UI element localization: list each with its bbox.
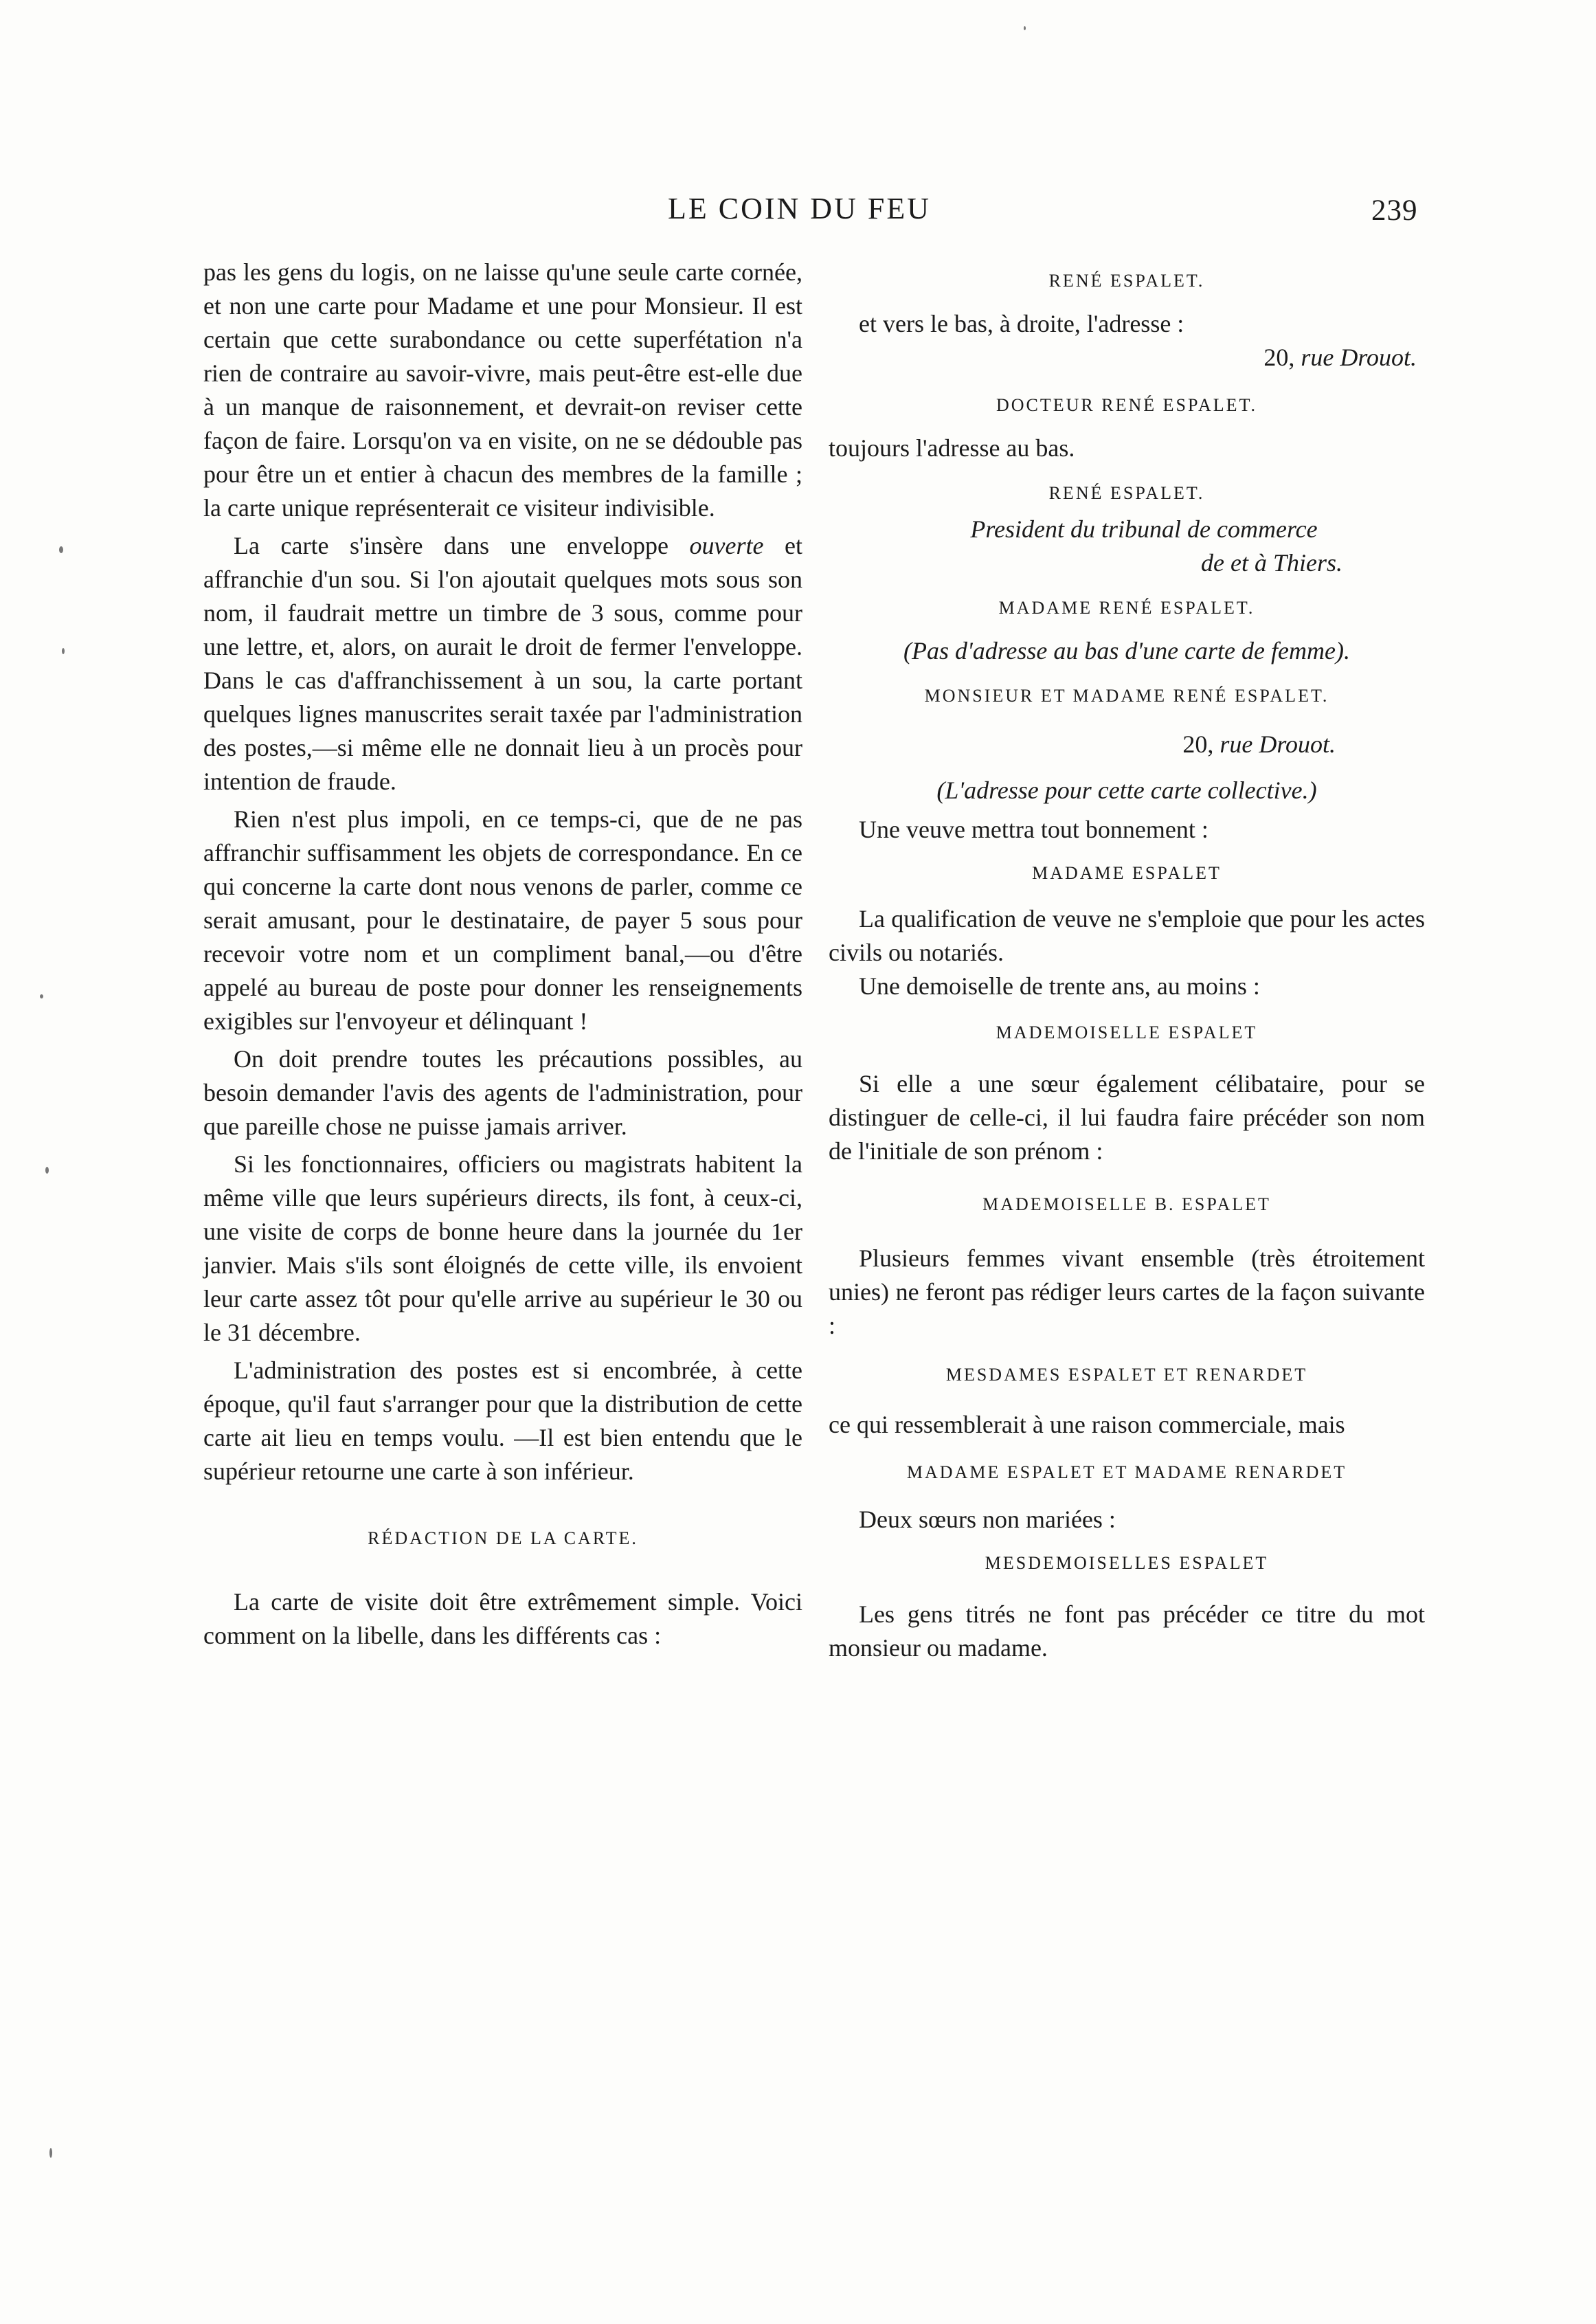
right-column: [829, 256, 1425, 1665]
margin-speck: [62, 648, 65, 654]
card-example-10: MADAME ESPALET ET MADAME RENARDET: [906, 1462, 1347, 1482]
card-example-3-place: de et à Thiers.: [1201, 549, 1342, 577]
paragraph-5: Si les fonctionnaires, officiers ou magistrats habitent la même ville que leurs supérieurs directs, ils font, à ceux-ci, une visite de corps de bonne heure dans la journée du 1er janvier. Mais s'ils sont éloignés de cette ville, ils envoient leur carte assez tôt pour qu'elle arrive au supérieur le 30 ou le 31 décembre.: [203, 1150, 802, 1346]
section-heading: RÉDACTION DE LA CARTE.: [368, 1528, 638, 1548]
card-example-8: MADEMOISELLE B. ESPALET: [982, 1194, 1271, 1214]
card-example-4: MADAME RENÉ ESPALET.: [998, 598, 1255, 618]
text-10: ce qui ressemblerait à une raison commerciale, mais: [829, 1411, 1345, 1438]
paragraph-2-italic: ouverte: [689, 532, 764, 559]
paragraph-3: Rien n'est plus impoli, en ce temps-ci, que de ne pas affranchir suffisamment les objets de correspondance. En ce qui concerne la carte dont nous venons de parler, comme ce serait amusant, pour le destinataire, de payer 5 sous pour recevoir votre nom et un compliment banal,—ou d'être appelé au bureau de poste pour donner les renseignements exigibles sur l'envoyeur et délinquant !: [203, 805, 802, 1035]
margin-speck: [59, 546, 63, 553]
paragraph-2-start: La carte s'insère dans une enveloppe: [234, 532, 690, 559]
address-1: [829, 341, 1425, 375]
paragraph-2: [203, 529, 802, 798]
text-6: La qualification de veuve ne s'emploie que pour les actes civils ou notariés.: [829, 905, 1425, 966]
paragraph-7: La carte de visite doit être extrêmement simple. Voici comment on la libelle, dans les différents cas :: [203, 1588, 802, 1649]
paragraph-4: On doit prendre toutes les précautions possibles, au besoin demander l'avis des agents de l'administration, pour que pareille chose ne puisse jamais arriver.: [203, 1045, 802, 1140]
address-2: [829, 728, 1425, 761]
page-header: [0, 191, 1596, 232]
paragraph-1: pas les gens du logis, on ne laisse qu'une seule carte cornée, et non une carte pour Madame et une pour Monsieur. Il est certain que cette surabondance ou cette superfétation n'a rien de contraire au savoir-vivre, mais peut-être est-elle due à un manque de raisonnement, et devrait-on reviser cette façon de faire. Lorsqu'on va en visite, on ne se dédouble pas pour être un et entier à chacun des membres de la famille ; la carte unique représenterait ce visiteur indivisible.: [203, 258, 802, 522]
card-example-9: MESDAMES ESPALET ET RENARDET: [945, 1365, 1308, 1385]
address-2-street: rue Drouot.: [1220, 730, 1336, 758]
card-example-11: MESDEMOISELLES ESPALET: [985, 1553, 1269, 1573]
margin-speck: [49, 2148, 52, 2158]
address-1-street: rue Drouot.: [1301, 344, 1417, 371]
text-8: Si elle a une sœur également célibataire, pour se distinguer de celle-ci, il lui faudra faire précéder son nom de l'initiale de son prénom :: [829, 1070, 1425, 1165]
card-example-7: MADEMOISELLE ESPALET: [996, 1023, 1258, 1042]
card-example-6: MADAME ESPALET: [1032, 863, 1222, 883]
card-example-3: RENÉ ESPALET.: [1048, 483, 1205, 503]
margin-speck: [1024, 26, 1026, 30]
text-11: Deux sœurs non mariées :: [859, 1506, 1116, 1533]
margin-speck: [40, 994, 43, 998]
text-5: Une veuve mettra tout bonnement :: [859, 816, 1209, 843]
page-number: 239: [1371, 194, 1418, 227]
text-7: Une demoiselle de trente ans, au moins :: [859, 972, 1260, 1000]
text-1: et vers le bas, à droite, l'adresse :: [859, 310, 1184, 337]
margin-speck: [45, 1167, 49, 1174]
card-example-5: MONSIEUR ET MADAME RENÉ ESPALET.: [924, 686, 1329, 706]
text-12: Les gens titrés ne font pas précéder ce titre du mot monsieur ou madame.: [829, 1600, 1425, 1662]
card-example-3-title: President du tribunal de commerce: [970, 515, 1318, 543]
card-example-2: DOCTEUR RENÉ ESPALET.: [996, 395, 1258, 415]
running-title: LE COIN DU FEU: [668, 192, 931, 225]
paragraph-2-end: et affranchie d'un sou. Si l'on ajoutait quelques mots sous son nom, il faudrait mettre un timbre de 3 sous, comme pour une lettre, et, alors, on aurait le droit de fermer l'enveloppe. Dans le cas d'affranchissement à un sou, la carte portant quelques lignes manuscrites serait taxée par l'administration des postes,—si même elle ne donnait lieu à un procès pour intention de fraude.: [203, 532, 802, 795]
paragraph-6: L'administration des postes est si encombrée, à cette époque, qu'il faut s'arranger pour que la distribution de cette carte ait lieu en temps voulu. —Il est bien entendu que le supérieur retourne une carte à son inférieur.: [203, 1356, 802, 1485]
text-4: (L'adresse pour cette carte collective.): [936, 776, 1317, 804]
address-1-number: 20,: [1263, 344, 1301, 371]
card-example-1: RENÉ ESPALET.: [1048, 271, 1205, 291]
text-2: toujours l'adresse au bas.: [829, 434, 1075, 462]
text-9: Plusieurs femmes vivant ensemble (très étroitement unies) ne feront pas rédiger leurs cartes de la façon suivante :: [829, 1244, 1425, 1339]
address-2-number: 20,: [1182, 730, 1220, 758]
left-column: [203, 256, 802, 1653]
text-3: (Pas d'adresse au bas d'une carte de femme).: [903, 637, 1350, 664]
